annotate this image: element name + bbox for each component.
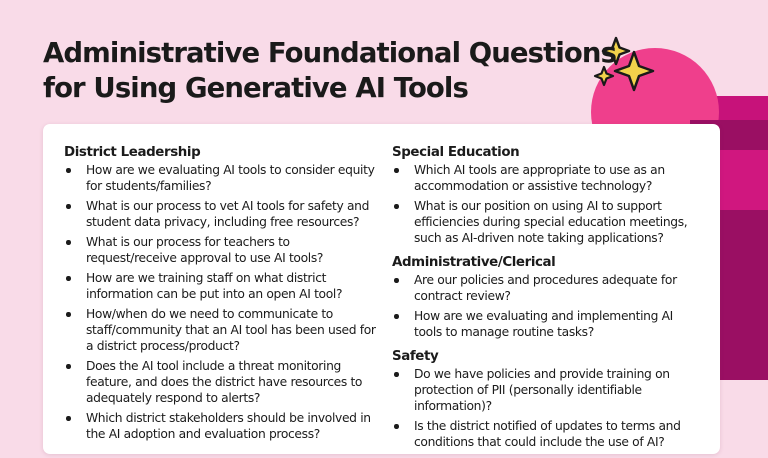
list-item: How/when do we need to communicate to staff/community that an AI tool has been used for a district process/product? — [64, 306, 380, 354]
section-heading: District Leadership — [64, 145, 201, 160]
list-item: What is our position on using AI to support efficiencies during special education meetings, such as AI-driven note taking applications? — [392, 198, 692, 246]
list-item: Do we have policies and provide training on protection of PII (personally identifiable information)? — [392, 366, 692, 414]
list-item: How are we evaluating AI tools to consider equity for students/families? — [64, 162, 380, 194]
left-column — [64, 144, 380, 450]
list-item: What is our process for teachers to request/receive approval to use AI tools? — [64, 234, 380, 266]
list-item: Is the district notified of updates to terms and conditions that could include the use of AI? — [392, 418, 692, 450]
question-list — [392, 272, 692, 340]
list-item: Are our policies and procedures adequate for contract review? — [392, 272, 692, 304]
list-item: How are we training staff on what district information can be put into an open AI tool? — [64, 270, 380, 302]
right-column — [392, 144, 692, 458]
question-list — [64, 162, 380, 442]
list-item: Which district stakeholders should be involved in the AI adoption and evaluation process? — [64, 410, 380, 442]
list-item: Does the AI tool include a threat monitoring feature, and does the district have resources to adequately respond to alerts? — [64, 358, 380, 406]
section-heading: Administrative/Clerical — [392, 255, 556, 270]
section-safety — [392, 348, 692, 450]
question-list — [392, 366, 692, 450]
list-item: Which AI tools are appropriate to use as an accommodation or assistive technology? — [392, 162, 692, 194]
list-item: What is our process to vet AI tools for safety and student data privacy, including free resources? — [64, 198, 380, 230]
page-title — [43, 36, 616, 106]
list-item: How are we evaluating and implementing AI tools to manage routine tasks? — [392, 308, 692, 340]
section-district-leadership — [64, 144, 380, 442]
page-title-line-1: Administrative Foundational Questions — [43, 37, 617, 69]
page-title-line-2: for Using Generative AI Tools — [43, 72, 468, 104]
section-heading: Special Education — [392, 145, 520, 160]
section-administrative-clerical — [392, 254, 692, 340]
question-list — [392, 162, 692, 246]
section-heading: Safety — [392, 349, 439, 364]
section-special-education — [392, 144, 692, 246]
